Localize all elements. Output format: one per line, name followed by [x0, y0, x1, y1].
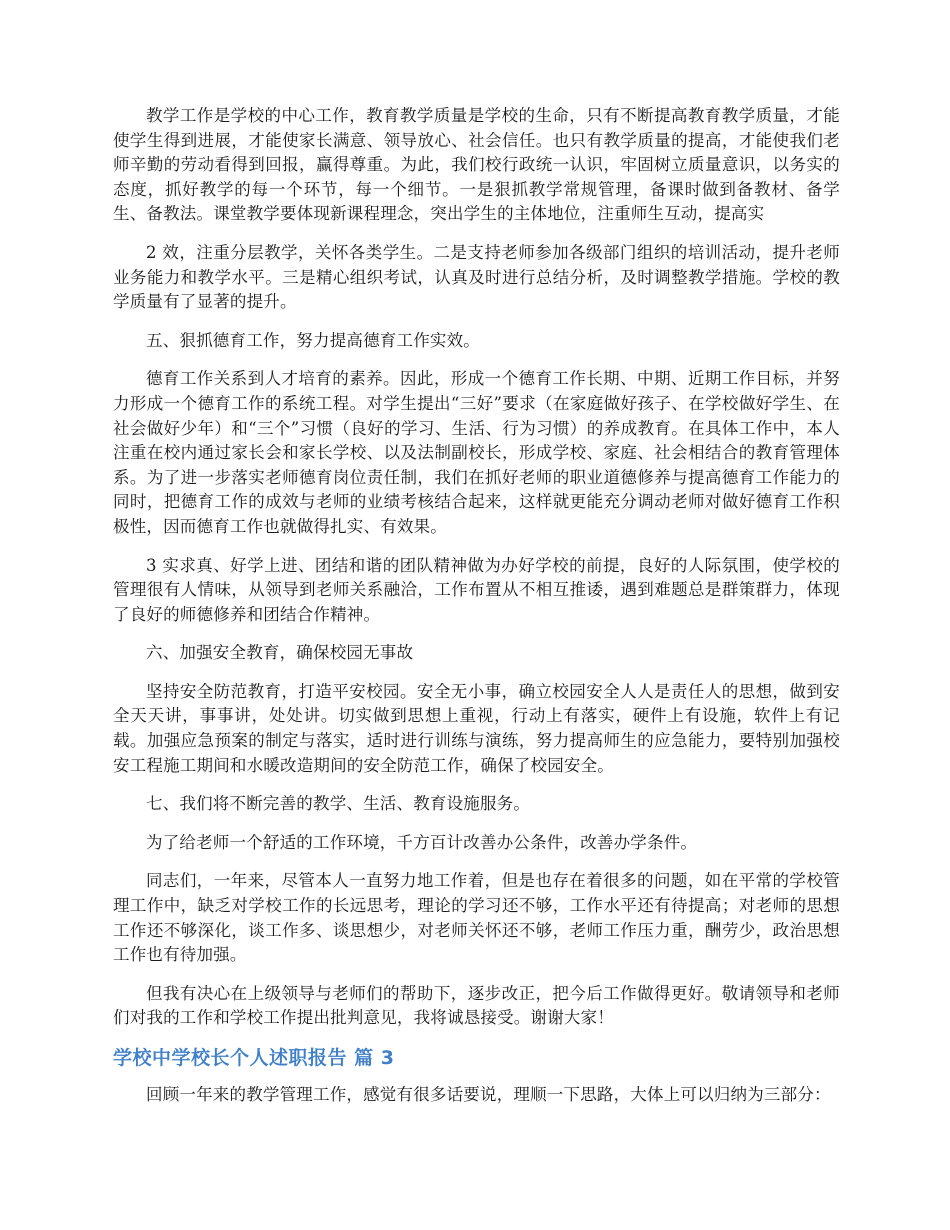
heading-safety-education: 六、加强安全教育，确保校园无事故 [146, 643, 414, 663]
paragraph-team-spirit: 3 实求真、好学上进、团结和谐的团队精神做为办好学校的前提，良好的人际氛围，使学校的管理很有人情味，从领导到老师关系融洽，工作布置从不相互推诿，遇到难题总是群策群力，体现了良好的师德修养和团结合作精神。 [113, 555, 840, 624]
paragraph-closing: 但我有决心在上级领导与老师们的帮助下，逐步改正，把今后工作做得更好。敬请领导和老师们对我的工作和学校工作提出批判意见，我将诚恳接受。谢谢大家！ [113, 983, 840, 1028]
document-body [113, 104, 840, 1122]
paragraph-section-intro: 回顾一年来的教学管理工作，感觉有很多话要说，理顺一下思路，大体上可以归纳为三部分： [146, 1085, 831, 1104]
heading-moral-education: 五、狠抓德育工作，努力提高德育工作实效。 [146, 330, 480, 350]
paragraph-work-environment: 为了给老师一个舒适的工作环境，千方百计改善办公条件，改善办学条件。 [146, 832, 698, 852]
paragraph-safety-education: 坚持安全防范教育，打造平安校园。安全无小事，确立校园安全人人是责任人的思想，做到安全天天讲，事事讲，处处讲。切实做到思想上重视，行动上有落实，硬件上有设施，软件上有记载。加强应急预案的制定与落实，适时进行训练与演练，努力提高师生的应急能力，要特别加强校安工程施工期间和水暖改造期间的安全防范工作，确保了校园安全。 [113, 681, 840, 775]
paragraph-teaching-quality: 教学工作是学校的中心工作，教育教学质量是学校的生命，只有不断提高教育教学质量，才能使学生得到进展，才能使家长满意、领导放心、社会信任。也只有教学质量的提高，才能使我们老师辛勤的劳动看得到回报，赢得尊重。为此，我们校行政统一认识，牢固树立质量意识，以务实的态度，抓好教学的每一个环节，每一个细节。一是狠抓教学常规管理，备课时做到备教材、备学生、备教法。课堂教学要体现新课程理念，突出学生的主体地位，注重师生互动，提高实 [113, 106, 840, 224]
section-title: 学校中学校长个人述职报告 篇 3 [113, 1047, 395, 1069]
paragraph-problems: 同志们，一年来，尽管本人一直努力地工作着，但是也存在着很多的问题，如在平常的学校管理工作中，缺乏对学校工作的长远思考，理论的学习还不够，工作水平还有待提高；对老师的思想工作还不够深化，谈工作多、谈思想少，对老师关怀还不够，老师工作压力重，酬劳少，政治思想工作也有待加强。 [113, 871, 840, 965]
paragraph-teaching-measures: 2 效，注重分层教学，关怀各类学生。二是支持老师参加各级部门组织的培训活动，提升老师业务能力和教学水平。三是精心组织考试，认真及时进行总结分析，及时调整教学措施。学校的教学质量有了显著的提升。 [113, 242, 840, 312]
heading-facilities-service: 七、我们将不断完善的教学、生活、教育设施服务。 [146, 794, 531, 814]
paragraph-moral-education: 德育工作关系到人才培育的素养。因此，形成一个德育工作长期、中期、近期工作目标，并努力形成一个德育工作的系统工程。对学生提出“三好”要求（在家庭做好孩子、在学校做好学生、在社会做好少年）和“三个”习惯（良好的学习、生活、行为习惯）的养成教育。在具体工作中，本人注重在校内通过家长会和家长学校、以及法制副校长，形成学校、家庭、社会相结合的教育管理体系。为了进一步落实老师德育岗位责任制，我们在抓好老师的职业道德修养与提高德育工作能力的同时，把德育工作的成效与老师的业绩考核结合起来，这样就更能充分调动老师对做好德育工作积极性，因而德育工作也就做得扎实、有效果。 [113, 369, 840, 536]
